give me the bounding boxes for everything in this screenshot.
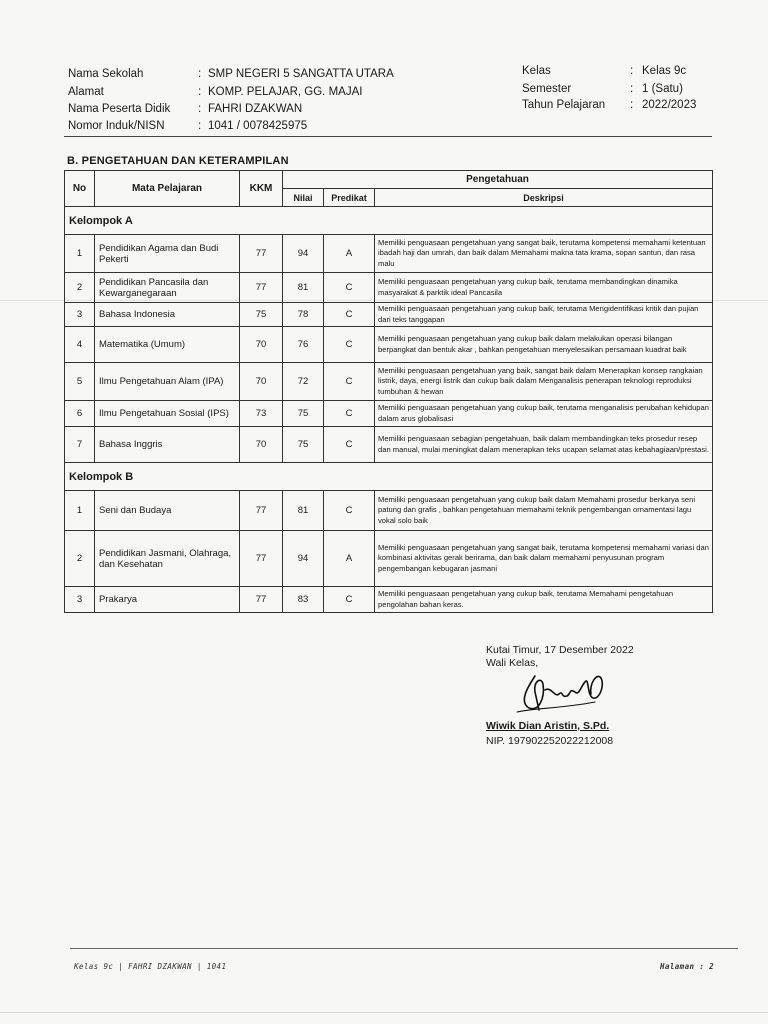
row-nilai: 81 [283, 273, 324, 303]
label-student-name: Nama Peserta Didik [68, 103, 171, 115]
row-subject: Pendidikan Pancasila dan Kewarganegaraan [95, 273, 240, 303]
colon: : [198, 103, 202, 115]
sign-nip: NIP. 197902252022212008 [486, 735, 614, 747]
row-description: Memiliki penguasaan pengetahuan yang baik, sangat baik dalam Menerapkan konsep rangkaian listrik, daya, energi listrik dan cukup baik dalam Menganalisis penerapan teknologi reproduksi tumbuhan & hewan [375, 363, 713, 401]
rows-group-b [65, 491, 713, 613]
row-no: 3 [65, 587, 95, 613]
row-description: Memiliki penguasaan pengetahuan yang cukup baik, terutama menganalisis perubahan kehidupan dalam arus globalisasi [375, 401, 713, 427]
handwritten-signature [505, 668, 615, 718]
row-description: Memiliki penguasaan pengetahuan yang cukup baik dalam melakukan operasi bilangan berpangkat dan bentuk akar , bahkan pengetahuan menyelesaikan persamaan kuadrat baik [375, 327, 713, 363]
row-no: 1 [65, 235, 95, 273]
row-predikat: C [324, 427, 375, 463]
colon: : [630, 83, 634, 95]
row-subject: Matematika (Umum) [95, 327, 240, 363]
sign-place-date: Kutai Timur, 17 Desember 2022 [486, 644, 634, 656]
row-kkm: 70 [240, 427, 283, 463]
row-predikat: C [324, 303, 375, 327]
grades-table [64, 170, 713, 613]
row-description: Memiliki penguasaan pengetahuan yang sangat baik, terutama kompetensi memahami variasi dan kombinasi aktivitas gerak berirama, dan baik dalam memahami penyusunan program pengembangan kebugaran jasmani [375, 531, 713, 587]
table-row [65, 235, 713, 273]
footer-page: Halaman : 2 [660, 962, 715, 971]
value-year: 2022/2023 [642, 99, 697, 111]
row-predikat: C [324, 401, 375, 427]
row-kkm: 75 [240, 303, 283, 327]
row-subject: Bahasa Inggris [95, 427, 240, 463]
row-predikat: C [324, 363, 375, 401]
row-no: 2 [65, 273, 95, 303]
row-nilai: 75 [283, 401, 324, 427]
row-no: 4 [65, 327, 95, 363]
row-nilai: 83 [283, 587, 324, 613]
colon: : [630, 99, 634, 111]
label-year: Tahun Pelajaran [522, 99, 606, 111]
value-semester: 1 (Satu) [642, 83, 683, 95]
row-nilai: 76 [283, 327, 324, 363]
row-predikat: C [324, 587, 375, 613]
scan-artifact [0, 1012, 768, 1013]
col-group-header: Pengetahuan [283, 171, 713, 189]
row-no: 1 [65, 491, 95, 531]
section-title: B. PENGETAHUAN DAN KETERAMPILAN [67, 155, 289, 167]
value-class: Kelas 9c [642, 65, 687, 77]
table-row [65, 587, 713, 613]
row-subject: Pendidikan Agama dan Budi Pekerti [95, 235, 240, 273]
colon: : [198, 86, 202, 98]
footer-divider [70, 948, 738, 949]
table-row [65, 531, 713, 587]
value-student-name: FAHRI DZAKWAN [208, 103, 303, 115]
row-description: Memiliki penguasaan pengetahuan yang cukup baik, terutama membandingkan dinamika masyarakat & parktik ideal Pancasila [375, 273, 713, 303]
row-no: 5 [65, 363, 95, 401]
row-subject: Ilmu Pengetahuan Sosial (IPS) [95, 401, 240, 427]
row-no: 7 [65, 427, 95, 463]
row-predikat: C [324, 273, 375, 303]
sign-name: Wiwik Dian Aristin, S.Pd. [486, 720, 610, 732]
row-subject: Ilmu Pengetahuan Alam (IPA) [95, 363, 240, 401]
row-nilai: 81 [283, 491, 324, 531]
label-class: Kelas [522, 65, 551, 77]
group-label-a: Kelompok A [65, 207, 713, 235]
group-row-a [65, 207, 713, 235]
row-subject: Bahasa Indonesia [95, 303, 240, 327]
rows-group-a [65, 235, 713, 463]
label-semester: Semester [522, 83, 572, 95]
table-row [65, 327, 713, 363]
row-nilai: 94 [283, 531, 324, 587]
group-label-b: Kelompok B [65, 463, 713, 491]
value-nisn: 1041 / 0078425975 [208, 120, 308, 132]
row-kkm: 77 [240, 235, 283, 273]
row-kkm: 70 [240, 327, 283, 363]
row-predikat: A [324, 531, 375, 587]
row-description: Memiliki penguasaan pengetahuan yang cukup baik, terutama Mengidentifikasi kritik dan pujian dari teks tanggapan [375, 303, 713, 327]
colon: : [630, 65, 634, 77]
row-description: Memiliki penguasaan sebagian pengetahuan, baik dalam membandingkan teks prosedur resep dan manual, mulai meningkat dalam menerapkan teks ucapan selamat atas kebahagiaan/prestasi. [375, 427, 713, 463]
row-kkm: 77 [240, 273, 283, 303]
row-kkm: 73 [240, 401, 283, 427]
row-kkm: 77 [240, 587, 283, 613]
row-predikat: C [324, 327, 375, 363]
table-row [65, 363, 713, 401]
label-address: Alamat [68, 86, 104, 98]
label-nisn: Nomor Induk/NISN [68, 120, 165, 132]
row-no: 6 [65, 401, 95, 427]
row-subject: Seni dan Budaya [95, 491, 240, 531]
row-nilai: 78 [283, 303, 324, 327]
group-row-b [65, 463, 713, 491]
row-no: 2 [65, 531, 95, 587]
col-no-header: No [65, 171, 95, 207]
col-deskripsi-header: Deskripsi [375, 189, 713, 207]
row-no: 3 [65, 303, 95, 327]
col-subject-header: Mata Pelajaran [95, 171, 240, 207]
row-nilai: 75 [283, 427, 324, 463]
row-nilai: 94 [283, 235, 324, 273]
row-subject: Prakarya [95, 587, 240, 613]
row-nilai: 72 [283, 363, 324, 401]
colon: : [198, 120, 202, 132]
row-description: Memiliki penguasaan pengetahuan yang cukup baik dalam Memahami prosedur berkarya seni patung dan grafis , bahkan pengetahuan memahami teknik pengembangan ornamentasi lagu vokal solo baik [375, 491, 713, 531]
table-row [65, 401, 713, 427]
table-row [65, 303, 713, 327]
row-kkm: 70 [240, 363, 283, 401]
header-divider [64, 136, 712, 137]
col-predikat-header: Predikat [324, 189, 375, 207]
row-description: Memiliki penguasaan pengetahuan yang cukup baik, terutama Memahami pengetahuan pengolahan bahan keras. [375, 587, 713, 613]
col-nilai-header: Nilai [283, 189, 324, 207]
value-address: KOMP. PELAJAR, GG. MAJAI [208, 86, 363, 98]
row-predikat: A [324, 235, 375, 273]
value-school: SMP NEGERI 5 SANGATTA UTARA [208, 68, 394, 80]
row-subject: Pendidikan Jasmani, Olahraga, dan Kesehatan [95, 531, 240, 587]
row-kkm: 77 [240, 491, 283, 531]
table-header-row [65, 171, 713, 189]
table-row [65, 273, 713, 303]
col-kkm-header: KKM [240, 171, 283, 207]
colon: : [198, 68, 202, 80]
footer-left: Kelas 9c | FAHRI DZAKWAN | 1041 [74, 962, 227, 971]
sign-role: Wali Kelas, [486, 657, 539, 669]
table-row [65, 427, 713, 463]
row-kkm: 77 [240, 531, 283, 587]
row-predikat: C [324, 491, 375, 531]
table-row [65, 491, 713, 531]
label-school: Nama Sekolah [68, 68, 144, 80]
row-description: Memiliki penguasaan pengetahuan yang sangat baik, terutama kompetensi memahami ketentuan ibadah haji dan umrah, dan baik dalam Memahami makna tata krama, sopan santun, dan rasa malu [375, 235, 713, 273]
